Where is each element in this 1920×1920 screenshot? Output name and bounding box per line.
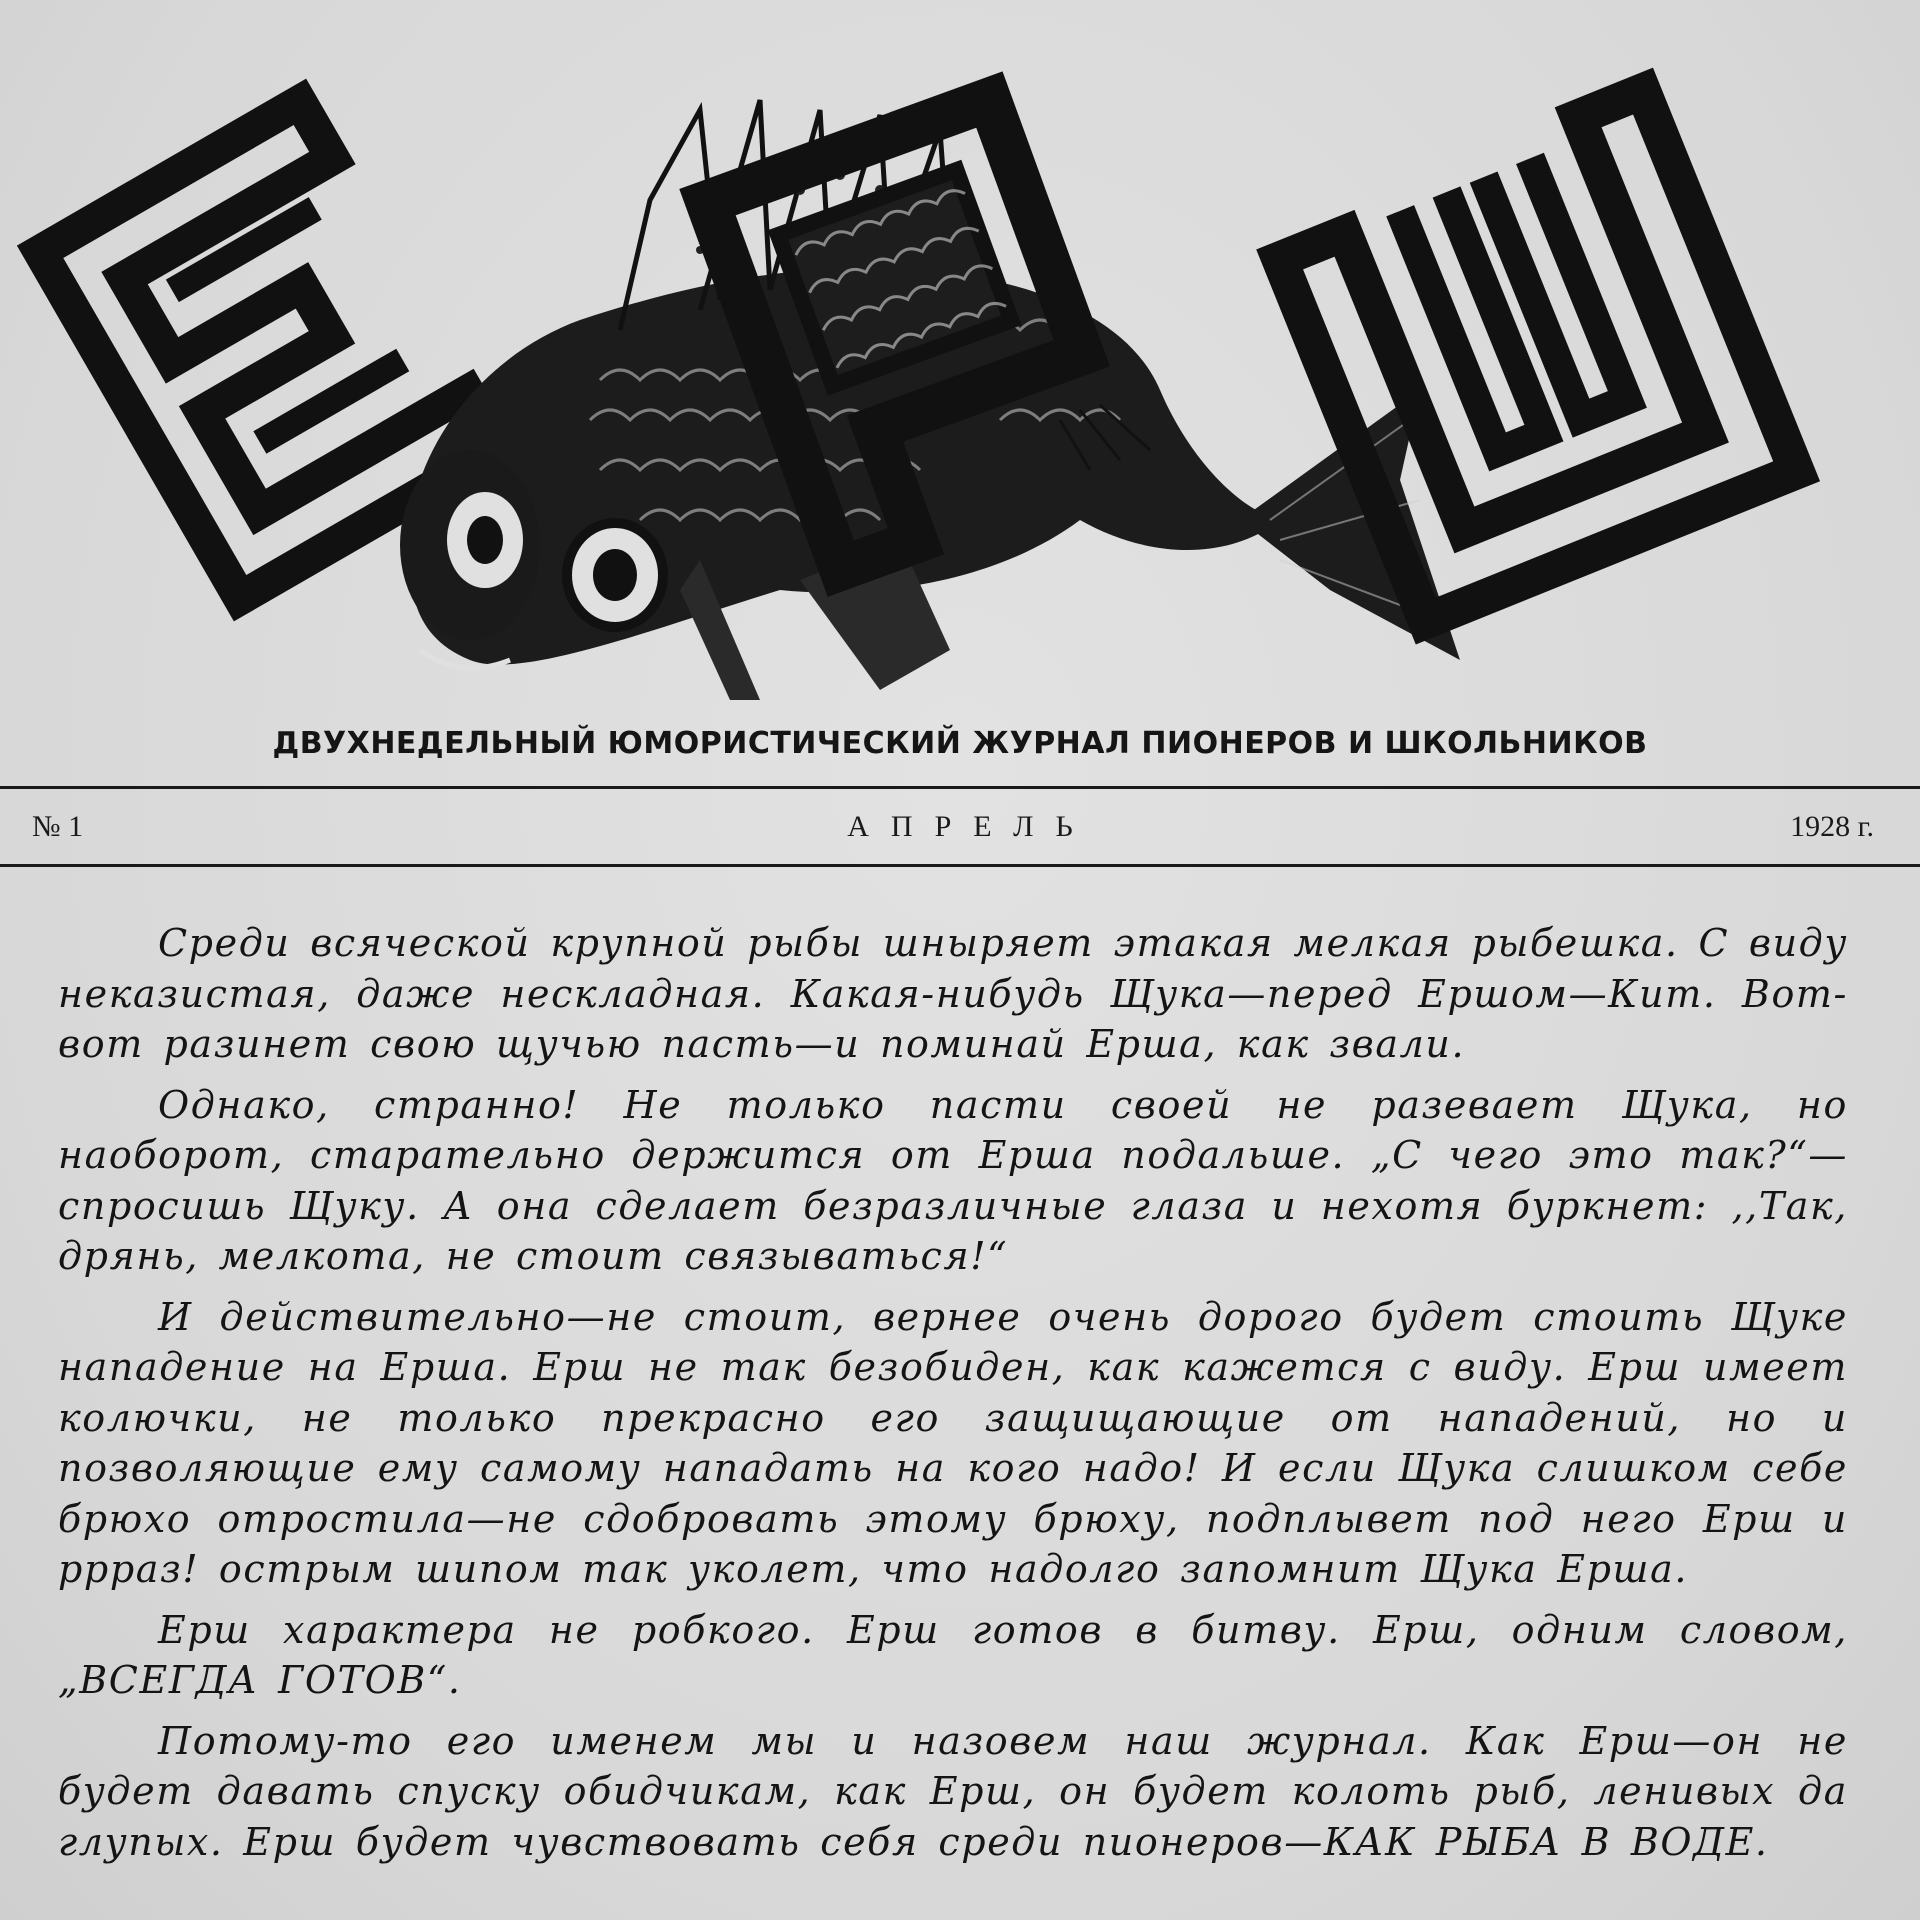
logo-artwork [0,0,1920,720]
magazine-subtitle: ДВУХНЕДЕЛЬНЫЙ ЮМОРИСТИЧЕСКИЙ ЖУРНАЛ ПИОНЕРОВ И ШКОЛЬНИКОВ [272,726,1648,761]
article-body [58,918,1848,1867]
article-paragraph: Потому-то его именем мы и назовем наш журнал. Как Ерш—он не будет давать спуску обидчикам, как Ерш, он будет колоть рыб, ленивых да глупых. Ерш будет чувствовать себя среди пионеров—КАК РЫБА В ВОДЕ. [58,1718,1848,1864]
issue-number: № 1 [32,810,84,843]
issue-year: 1928 г. [1790,810,1874,843]
article-paragraph: И действительно—не стоит, вернее очень дорого будет стоить Щуке нападение на Ерша. Ерш не так безобиден, как кажется с виду. Ерш имеет колючки, не только прекрасно его защищающие от нападений, но и позволяющие ему самому нападать на кого надо! И если Щука слишком себе брюхо отростила—не сдобровать этому брюху, подплывет под него Ерш и рррaз! острым шипом так уколет, что надолго запомнит Щука Ерша. [58,1294,1848,1591]
issue-info-line [0,806,1920,850]
issue-month: АПРЕЛЬ [847,810,1095,843]
article-paragraph: Однако, странно! Не только пасти своей не разевает Щука, но наоборот, старательно держится от Ерша подальше. „С чего это так?“—спросишь Щуку. А она сделает безразличные глаза и нехотя буркнет: ,,Так, дрянь, мелкота, не стоит связываться!“ [58,1082,1848,1278]
top-rule [0,786,1920,789]
article-paragraph: Ерш характера не робкого. Ерш готов в битву. Ерш, одним словом, „ВСЕГДА ГОТОВ“. [58,1607,1848,1702]
bottom-rule [0,864,1920,867]
masthead-logo [0,0,1920,720]
article-paragraph: Среди всяческой крупной рыбы шныряет этакая мелкая рыбешка. С виду неказистая, даже нескладная. Какая-нибудь Щука—перед Ершом—Кит. Вот-вот разинет свою щучью пасть—и поминай Ерша, как звали. [58,921,1848,1066]
